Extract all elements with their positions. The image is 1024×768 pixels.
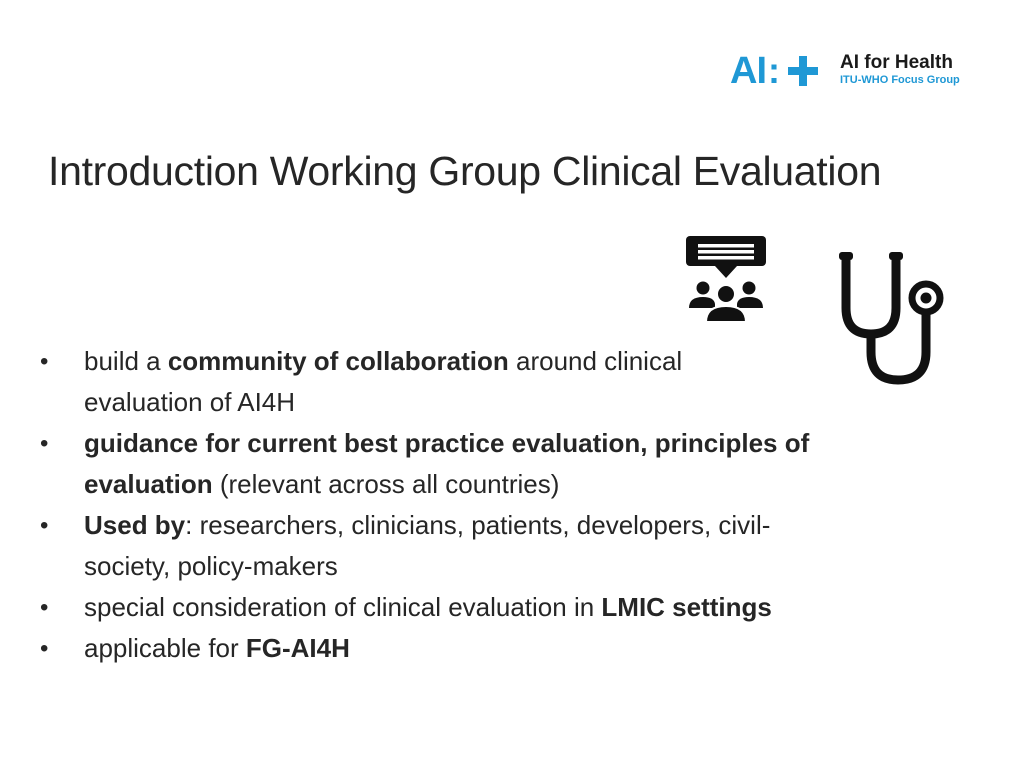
bullet-text: around clinical xyxy=(508,346,683,376)
bullet-text: special consideration of clinical evaluation in xyxy=(84,592,602,622)
bullet-bold-text: guidance for current best practice evaluation, principles of xyxy=(84,428,810,458)
logo-mark-ai: AI xyxy=(730,50,766,92)
bullet-item xyxy=(40,423,940,505)
bullet-text: evaluation of AI4H xyxy=(84,387,296,417)
bullet-marker: • xyxy=(40,635,49,662)
bullet-bold-text: evaluation xyxy=(84,469,213,499)
bullet-marker: • xyxy=(40,594,49,621)
bullet-bold-text: community of collaboration xyxy=(167,346,509,376)
bullet-text: : researchers, clinicians, patients, developers, civil- xyxy=(185,510,771,540)
bullet-list xyxy=(40,341,940,669)
logo-title: AI for Health xyxy=(840,52,953,73)
bullet-marker: • xyxy=(40,430,49,457)
slide-title: Introduction Working Group Clinical Evaluation xyxy=(48,148,882,194)
bullet-text: build a xyxy=(84,346,168,376)
logo-text xyxy=(840,52,980,87)
bullet-bold-text: FG-AI4H xyxy=(245,633,350,663)
bullet-bold-text: Used by xyxy=(84,510,186,540)
community-discussion-icon xyxy=(686,236,766,324)
bullet-text: applicable for xyxy=(84,633,246,663)
bullet-item xyxy=(40,587,940,628)
logo-subtitle: ITU-WHO Focus Group xyxy=(840,74,960,86)
bullet-item xyxy=(40,628,940,669)
bullet-bold-text: LMIC settings xyxy=(601,592,772,622)
bullet-marker: • xyxy=(40,348,49,375)
ai-for-health-logo xyxy=(730,50,980,92)
logo-mark xyxy=(730,52,818,90)
bullet-item xyxy=(40,505,940,587)
bullet-text: society, policy-makers xyxy=(84,551,338,581)
logo-mark-colon: : xyxy=(768,50,780,91)
bullet-marker: • xyxy=(40,512,49,539)
bullet-text: (relevant across all countries) xyxy=(212,469,560,499)
bullet-item xyxy=(40,341,940,423)
logo-plus-icon xyxy=(788,56,818,86)
